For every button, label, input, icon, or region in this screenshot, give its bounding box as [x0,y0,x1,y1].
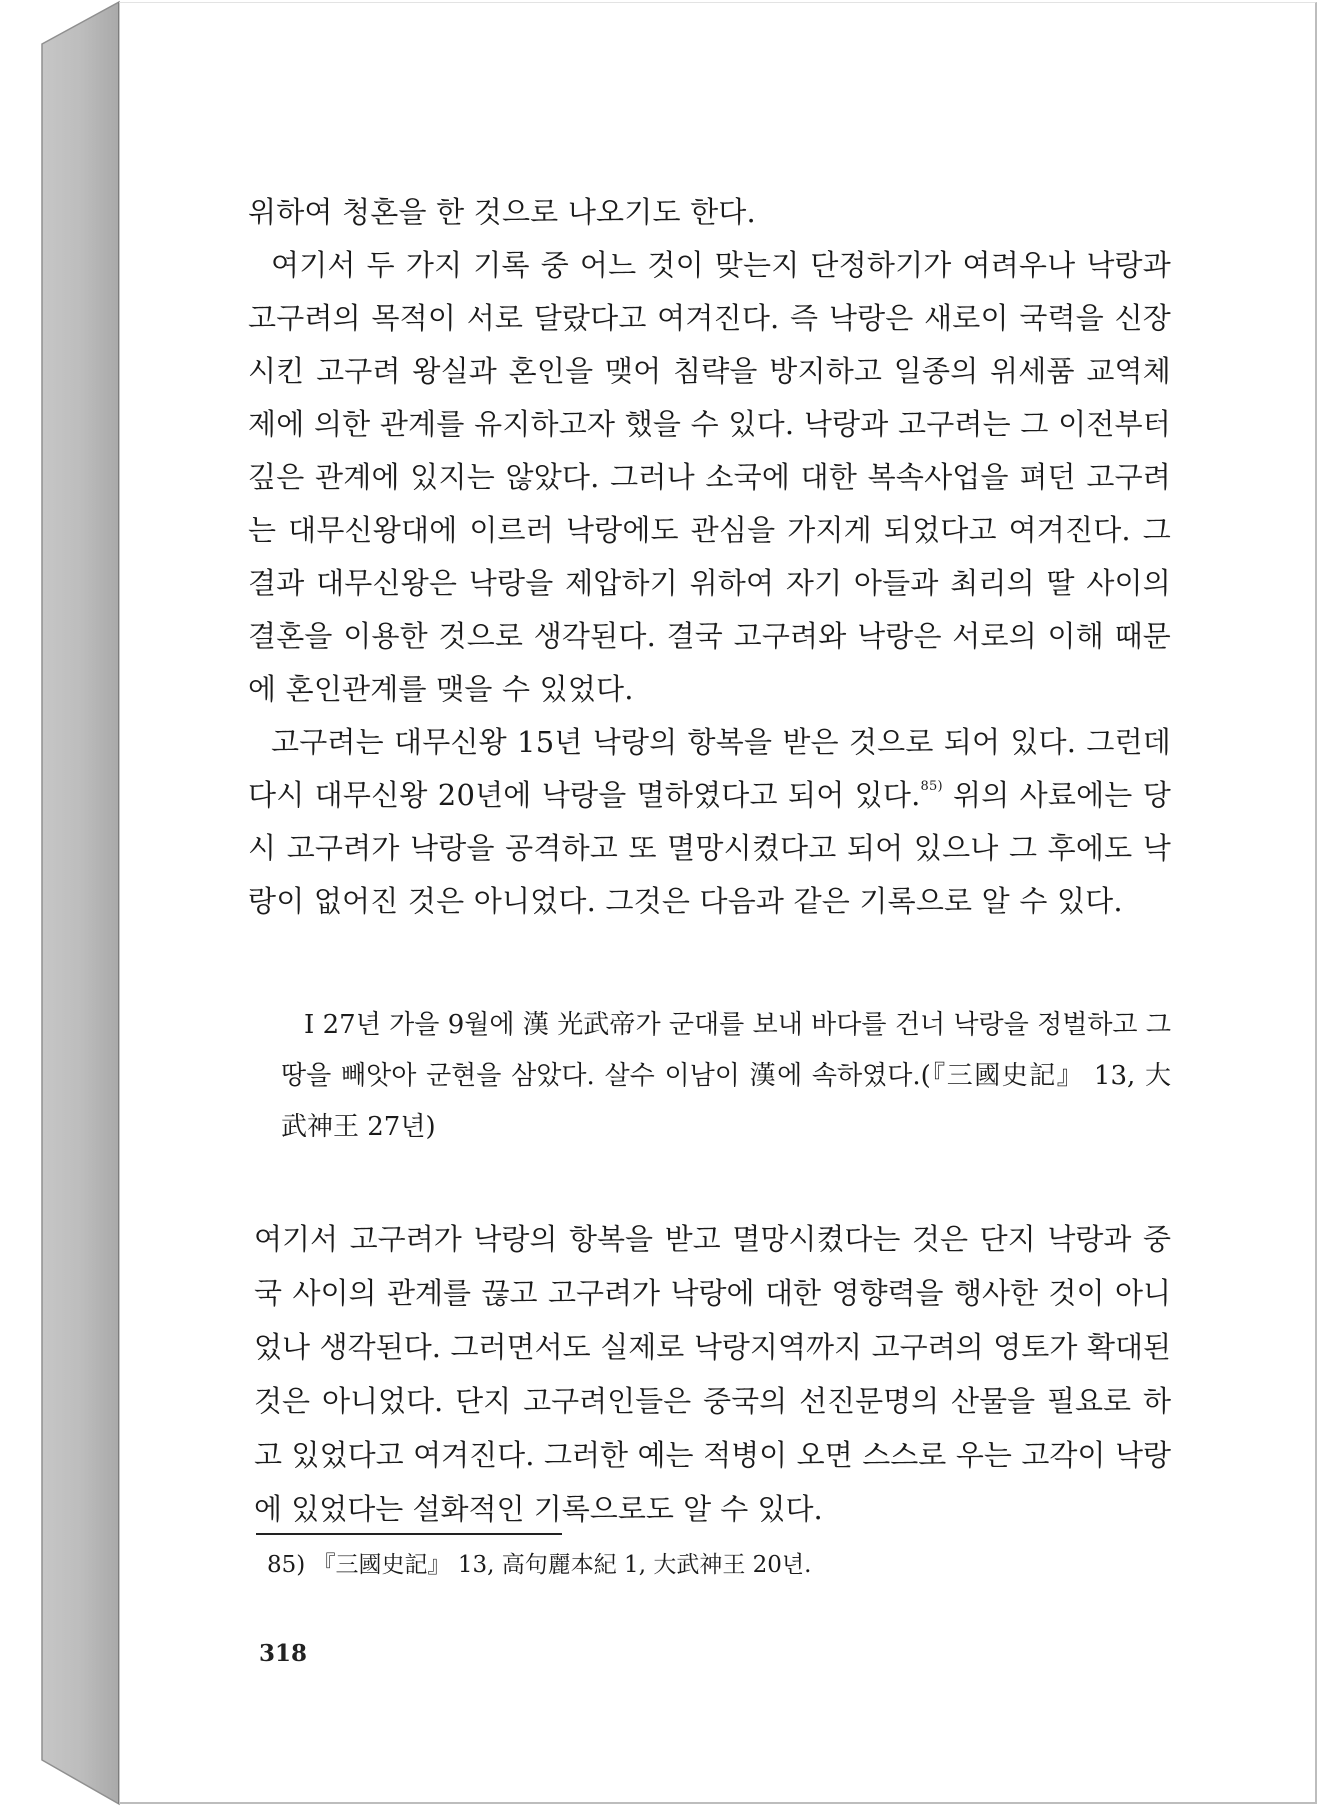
footnote-85: 85) 『三國史記』 13, 高句麗本紀 1, 大武神王 20년. [267,1552,812,1578]
footnote-reference: 85) [920,779,943,794]
page-number: 318 [259,1640,308,1667]
body-text-upper [248,186,1171,928]
paragraph-1: 위하여 청혼을 한 것으로 나오기도 한다. [248,195,756,229]
footnote-divider [256,1533,562,1535]
paragraph-2: 여기서 두 가지 기록 중 어느 것이 맞는지 단정하기가 여려우나 낙랑과 고구려의 목적이 서로 달랐다고 여겨진다. 즉 낙랑은 새로이 국력을 신장시킨 고구려 왕실과 혼인을 맺어 침략을 방지하고 일종의 위세품 교역체제에 의한 관계를 유지하고자 했을 수 있다. 낙랑과 고구려는 그 이전부터 깊은 관계에 있지는 않았다. 그러나 소국에 대한 복속사업을 펴던 고구려는 대무신왕대에 이르러 낙랑에도 관심을 가지게 되었다고 여겨진다. 그 결과 대무신왕은 낙랑을 제압하기 위하여 자기 아들과 최리의 딸 사이의 결혼을 이용한 것으로 생각된다. 결국 고구려와 낙랑은 서로의 이해 때문에 혼인관계를 맺을 수 있었다. [248,248,1171,706]
paragraph-after-quote: 여기서 고구려가 낙랑의 항복을 받고 멸망시켰다는 것은 단지 낙랑과 중국 사이의 관계를 끊고 고구려가 낙랑에 대한 영향력을 행사한 것이 아니었나 생각된다. 그러면서도 실제로 낙랑지역까지 고구려의 영토가 확대된 것은 아니었다. 단지 고구려인들은 중국의 선진문명의 산물을 필요로 하고 있었다고 여겨진다. 그러한 예는 적병이 오면 스스로 우는 고각이 낙랑에 있었다는 설화적인 기록으로도 알 수 있다. [254,1222,1171,1526]
paragraph-3-part-2: 위의 사료에는 당시 고구려가 낙랑을 공격하고 또 멸망시켰다고 되어 있으나 그 후에도 낙랑이 없어진 것은 아니었다. 그것은 다음과 같은 기록으로 알 수 있다. [248,778,1171,918]
block-quote: I 27년 가을 9월에 漢 光武帝가 군대를 보내 바다를 건너 낙랑을 정벌하고 그 땅을 빼앗아 군현을 삼았다. 살수 이남이 漢에 속하였다.(『三國史記』 13, 大武神王 27년) [281,1010,1171,1142]
paragraph-3 [248,716,1171,928]
paragraph-3-part-1: 고구려는 대무신왕 15년 낙랑의 항복을 받은 것으로 되어 있다. 그런데 다시 대무신왕 20년에 낙랑을 멸하였다고 되어 있다. [248,725,1171,812]
